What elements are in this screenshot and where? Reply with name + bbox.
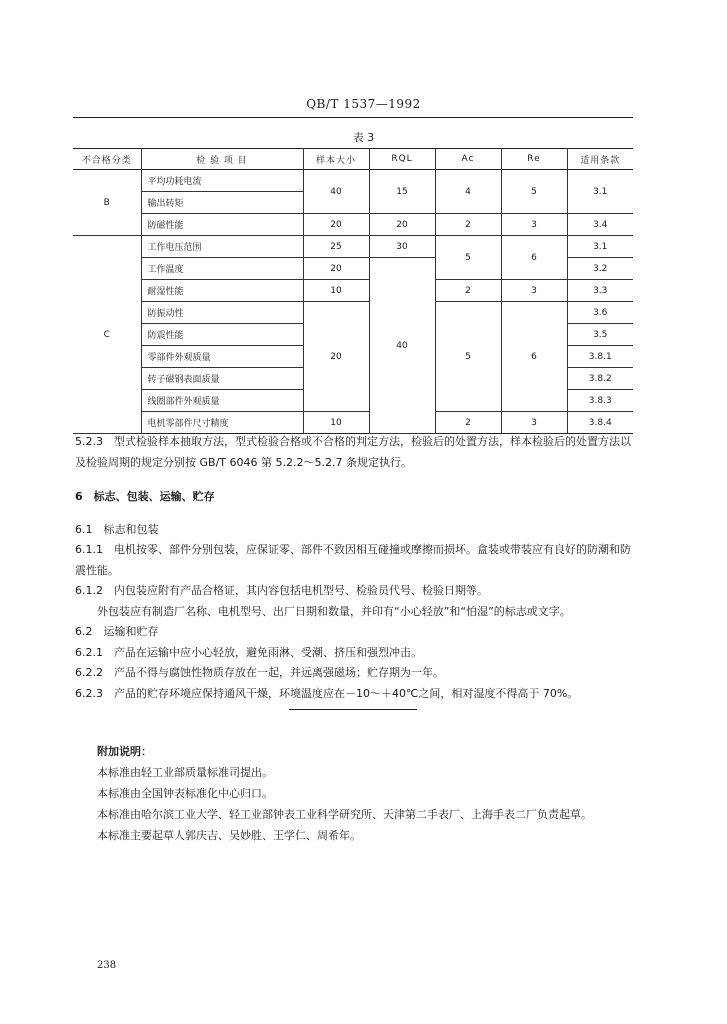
item-cell: 工作电压范围 xyxy=(141,236,303,258)
additional-notes xyxy=(75,741,635,846)
paragraph-6-2-3: 6.2.3 产品的贮存环境应保持通风干燥，环境温度应在－10～＋40℃之间，相对湿度不得高于 70%。 xyxy=(75,686,579,700)
clause-cell: 3.4 xyxy=(567,214,633,236)
table-row xyxy=(73,302,633,324)
table-row xyxy=(73,280,633,302)
re-cell: 6 xyxy=(501,236,567,280)
note-line: 本标准由全国钟表标准化中心归口。 xyxy=(97,787,273,800)
column-header: 检 验 项 目 xyxy=(141,149,303,170)
item-cell: 防振动性 xyxy=(141,302,303,324)
note-line: 本标准由轻工业部质量标准司提出。 xyxy=(97,766,273,779)
clause-cell: 3.5 xyxy=(567,324,633,346)
paragraph-6-1-2: 6.1.2 内包装应附有产品合格证，其内容包括电机型号、检验员代号、检验日期等。 xyxy=(75,584,488,597)
note-line: 本标准主要起草人郭庆吉、吴妙胜、王学仁、周希年。 xyxy=(97,829,361,842)
notes-title: 附加说明： xyxy=(97,745,152,758)
sample-cell: 40 xyxy=(303,170,369,214)
sample-cell: 10 xyxy=(303,280,369,302)
table-row xyxy=(73,214,633,236)
item-cell: 输出转矩 xyxy=(141,192,303,214)
item-cell: 防磁性能 xyxy=(141,214,303,236)
category-cell: B xyxy=(73,170,141,236)
clause-cell: 3.1 xyxy=(567,170,633,214)
ac-cell: 4 xyxy=(435,170,501,214)
item-cell: 零部件外观质量 xyxy=(141,346,303,368)
column-header: 样本大小 xyxy=(303,149,369,170)
table-row xyxy=(73,236,633,258)
clause-cell: 3.2 xyxy=(567,258,633,280)
item-cell: 平均功耗电流 xyxy=(141,170,303,192)
ac-cell: 5 xyxy=(435,302,501,412)
table-header-row xyxy=(73,149,633,170)
clause-cell: 3.8.2 xyxy=(567,368,633,390)
item-cell: 工作温度 xyxy=(141,258,303,280)
sample-cell: 10 xyxy=(303,412,369,434)
subsection-heading-6-1: 6.1 标志和包装 xyxy=(75,522,159,536)
re-cell: 3 xyxy=(501,412,567,434)
clause-cell: 3.1 xyxy=(567,236,633,258)
clause-cell: 3.8.3 xyxy=(567,390,633,412)
sample-cell: 25 xyxy=(303,236,369,258)
re-cell: 6 xyxy=(501,302,567,412)
clause-cell: 3.8.4 xyxy=(567,412,633,434)
rql-cell: 30 xyxy=(369,236,435,258)
rql-cell: 20 xyxy=(369,214,435,236)
note-line: 本标准由哈尔滨工业大学、轻工业部钟表工业科学研究所、天津第二手表厂、上海手表二厂负责起草。 xyxy=(97,808,592,821)
item-cell: 转子磁钢表面质量 xyxy=(141,368,303,390)
ac-cell: 2 xyxy=(435,412,501,434)
rql-cell: 40 xyxy=(369,258,435,434)
ac-cell: 2 xyxy=(435,214,501,236)
re-cell: 3 xyxy=(501,280,567,302)
sample-cell: 20 xyxy=(303,258,369,280)
item-cell: 耐湿性能 xyxy=(141,280,303,302)
page-header: QB/T 1537—1992 xyxy=(306,97,421,111)
subsection-heading-6-2: 6.2 运输和贮存 xyxy=(75,625,159,638)
column-header: 不合格分类 xyxy=(73,149,141,170)
category-cell: C xyxy=(73,236,141,434)
rql-cell: 15 xyxy=(369,170,435,214)
header-rule xyxy=(73,117,633,118)
re-cell: 3 xyxy=(501,214,567,236)
re-cell: 5 xyxy=(501,170,567,214)
page-number: 238 xyxy=(97,960,117,971)
ac-cell: 2 xyxy=(435,280,501,302)
ac-cell: 5 xyxy=(435,236,501,280)
paragraph-6-1-1: 6.1.1 电机按零、部件分别包装，应保证零、部件不致因相互碰撞或摩擦而损坏。盒装或带装应有良好的防潮和防震性能。 xyxy=(75,543,631,577)
clause-cell: 3.8.1 xyxy=(567,346,633,368)
sample-cell: 20 xyxy=(303,302,369,412)
item-cell: 电机零部件尺寸精度 xyxy=(141,412,303,434)
column-header: RQL xyxy=(369,149,435,170)
clause-cell: 3.3 xyxy=(567,280,633,302)
column-header: Ac xyxy=(435,149,501,170)
sample-cell: 20 xyxy=(303,214,369,236)
column-header: 适用条款 xyxy=(567,149,633,170)
inspection-table xyxy=(73,148,633,434)
paragraph-5-2-3: 5.2.3 型式检验样本抽取方法，型式检验合格或不合格的判定方法，检验后的处置方法，样本检验后的处置方法以及检验周期的规定分别按 GB/T 6046 第 5.2.2～5.2.7 条规定执行。 xyxy=(75,435,631,469)
paragraph-6-1-2-outer-packaging: 外包装应有制造厂名称、电机型号、出厂日期和数量，并印有“小心轻放”和“怕湿”的标志或文字。 xyxy=(97,604,571,618)
item-cell: 线圈部件外观质量 xyxy=(141,390,303,412)
clause-cell: 3.6 xyxy=(567,302,633,324)
clause-text-block xyxy=(75,432,635,704)
item-cell: 防震性能 xyxy=(141,324,303,346)
paragraph-6-2-1: 6.2.1 产品在运输中应小心轻放，避免雨淋、受潮、挤压和强烈冲击。 xyxy=(75,645,422,659)
table-caption: 表 3 xyxy=(352,131,375,144)
paragraph-6-2-2: 6.2.2 产品不得与腐蚀性物质存放在一起，并远离强磁场；贮存期为一年。 xyxy=(75,666,444,679)
table-row xyxy=(73,412,633,434)
column-header: Re xyxy=(501,149,567,170)
section-heading-6: 6 标志、包装、运输、贮存 xyxy=(75,490,215,503)
section-end-rule xyxy=(289,709,417,710)
table-row xyxy=(73,170,633,192)
